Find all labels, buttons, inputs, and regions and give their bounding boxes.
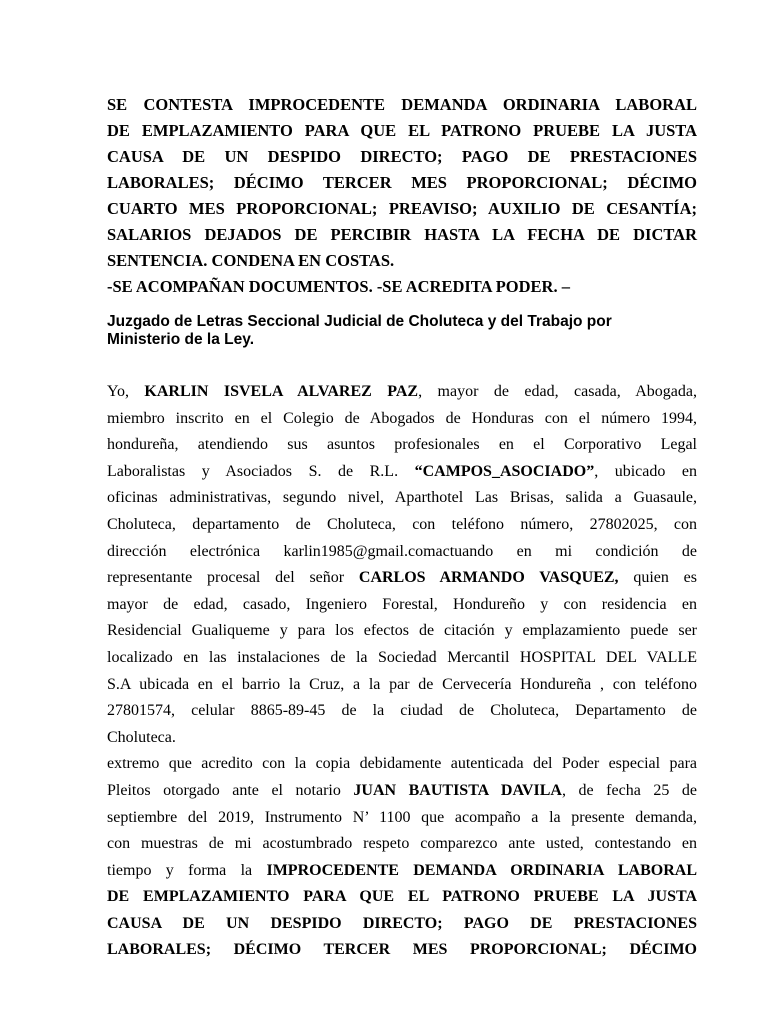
body-line (107, 911, 697, 938)
notary-name: JUAN BAUTISTA DAVILA (353, 781, 562, 799)
heading-line: CUARTO MES PROPORCIONAL; PREAVISO; AUXILIO DE CESANTÍA; (107, 199, 697, 218)
body-line (107, 937, 697, 964)
body-line: 27801574, celular 8865-89-45 de la ciudad de Choluteca, Departamento de (107, 702, 697, 720)
court-line: Juzgado de Letras Seccional Judicial de Choluteca y del Trabajo por (107, 313, 612, 330)
body-line: oficinas administrativas, segundo nivel, Aparthotel Las Brisas, salida a Guasaule, (107, 489, 697, 507)
document-heading (107, 92, 697, 300)
attorney-name: KARLIN ISVELA ALVAREZ PAZ (144, 383, 419, 400)
body-text: , de fecha 25 de (561, 781, 697, 799)
body-bold-text: LABORALES; DÉCIMO TERCER MES PROPORCIONAL; DÉCIMO (107, 941, 697, 959)
firm-name: “CAMPOS_ASOCIADO” (414, 462, 595, 480)
body-bold-text: IMPROCEDENTE DEMANDA ORDINARIA LABORAL (266, 861, 698, 879)
body-text: , ubicado en (594, 462, 698, 480)
body-text: tiempo y forma la (107, 861, 267, 879)
heading-line: LABORALES; DÉCIMO TERCER MES PROPORCIONAL; DÉCIMO (107, 173, 697, 192)
court-addressee (107, 313, 707, 349)
body-line (107, 858, 697, 885)
document-body (107, 379, 697, 964)
client-name: CARLOS ARMANDO VASQUEZ, (358, 569, 619, 587)
body-text: , mayor de edad, casada, Abogada, (418, 383, 698, 400)
body-text: Pleitos otorgado ante el notario (107, 781, 354, 799)
heading-line: -SE ACOMPAÑAN DOCUMENTOS. -SE ACREDITA PODER. – (107, 277, 570, 296)
body-line: Choluteca, departamento de Choluteca, con teléfono número, 27802025, con (107, 515, 697, 533)
body-text: Yo, (107, 383, 145, 400)
body-bold-text: DE EMPLAZAMIENTO PARA QUE EL PATRONO PRUEBE LA JUSTA (107, 888, 697, 906)
body-line: miembro inscrito en el Colegio de Abogados de Honduras con el número 1994, (107, 409, 697, 427)
heading-line: SE CONTESTA IMPROCEDENTE DEMANDA ORDINARIA LABORAL (107, 95, 697, 114)
body-text: representante procesal del señor (107, 569, 359, 587)
body-line (107, 884, 697, 911)
body-line (107, 379, 697, 406)
heading-line: SENTENCIA. CONDENA EN COSTAS. (107, 251, 395, 270)
body-line: Choluteca. (107, 728, 176, 746)
body-line: Residencial Gualiqueme y para los efectos de citación y emplazamiento puede ser (107, 622, 697, 640)
body-line: localizado en las instalaciones de la Sociedad Mercantil HOSPITAL DEL VALLE (107, 648, 697, 666)
body-bold-text: CAUSA DE UN DESPIDO DIRECTO; PAGO DE PRESTACIONES (107, 914, 697, 932)
body-line: septiembre del 2019, Instrumento N’ 1100 que acompaño a la presente demanda, (107, 808, 697, 826)
body-text: Laboralistas y Asociados S. de R.L. (107, 462, 415, 480)
body-line (107, 778, 697, 805)
body-line: extremo que acredito con la copia debidamente autenticada del Poder especial para (107, 755, 697, 773)
body-line (107, 459, 697, 486)
body-line: hondureña, atendiendo sus asuntos profesionales en el Corporativo Legal (107, 436, 697, 454)
body-line: S.A ubicada en el barrio la Cruz, a la par de Cervecería Hondureña , con teléfono (107, 675, 697, 693)
heading-line: DE EMPLAZAMIENTO PARA QUE EL PATRONO PRUEBE LA JUSTA (107, 121, 697, 140)
court-line: Ministerio de la Ley. (107, 331, 255, 348)
heading-line: CAUSA DE UN DESPIDO DIRECTO; PAGO DE PRESTACIONES (107, 147, 697, 166)
body-line (107, 565, 697, 592)
heading-line: SALARIOS DEJADOS DE PERCIBIR HASTA LA FECHA DE DICTAR (107, 225, 697, 244)
body-line: dirección electrónica karlin1985@gmail.comactuando en mi condición de (107, 542, 697, 560)
body-text: quien es (618, 569, 697, 587)
body-line: mayor de edad, casado, Ingeniero Forestal, Hondureño y con residencia en (107, 595, 697, 613)
body-line: con muestras de mi acostumbrado respeto comparezco ante usted, contestando en (107, 835, 697, 853)
